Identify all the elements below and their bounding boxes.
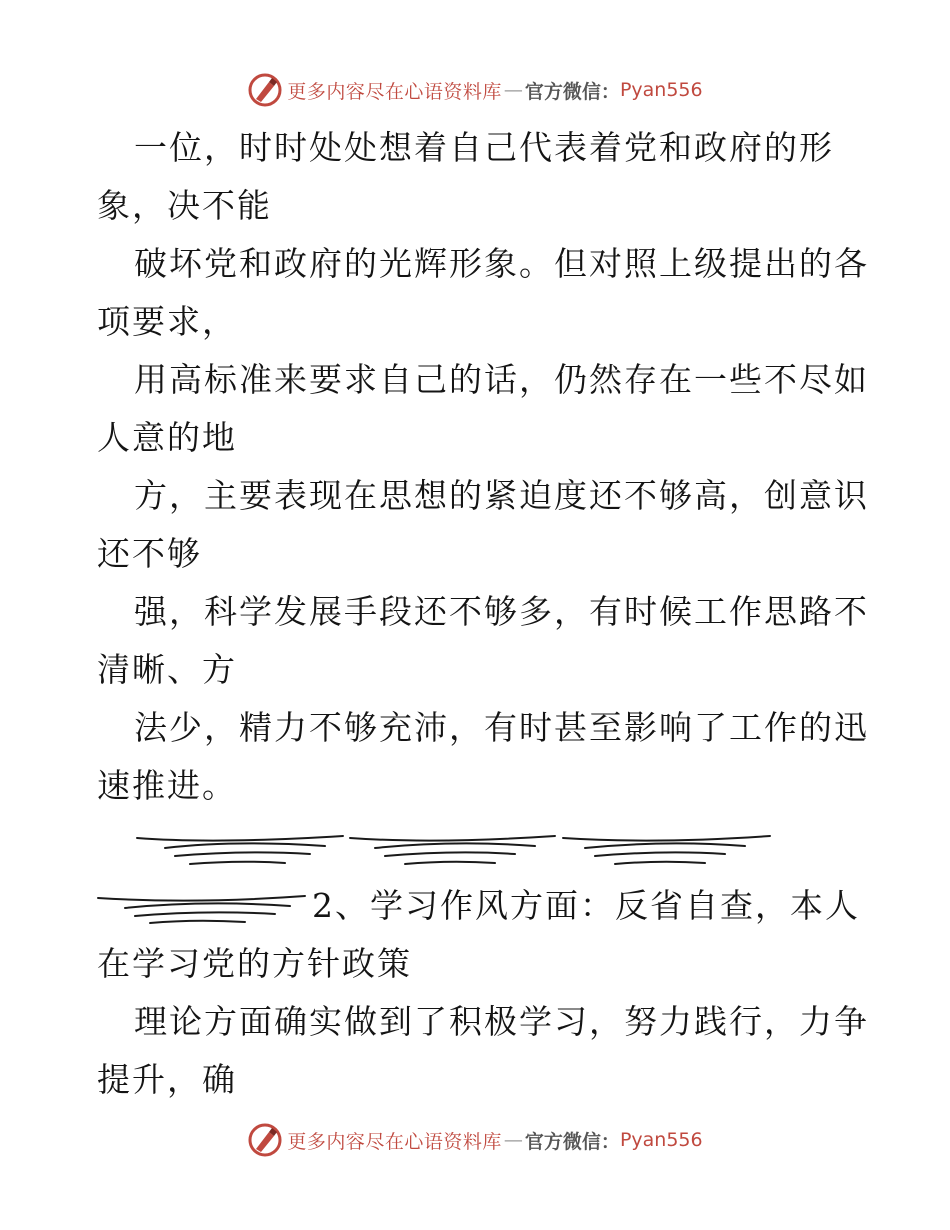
watermark-footer [0,1120,950,1160]
body-line: 方，主要表现在思想的紧迫度还不够高，创意识 [134,476,869,515]
watermark-text: 更多内容尽在心语资料库 [287,80,502,103]
body-line: 提升，确 [97,1060,237,1099]
pen-seal-icon [247,72,283,108]
body-line: 象，决不能 [97,186,272,225]
body-line: 人意的地 [97,418,237,457]
body-line: 一位，时时处处想着自己代表着党和政府的形 [134,128,834,167]
body-line: 理论方面确实做到了积极学习，努力践行，力争 [134,1002,869,1041]
watermark-header [0,70,950,110]
body-line: 清晰、方 [97,650,237,689]
body-line: 强，科学发展手段还不够多，有时候工作思路不 [134,592,869,631]
watermark-wechat-label: 官方微信： [524,1130,620,1153]
body-line: 用高标准来要求自己的话，仍然存在一些不尽如 [134,360,869,399]
body-line: 破坏党和政府的光辉形象。但对照上级提出的各 [134,244,869,283]
watermark-wechat-label: 官方微信： [524,80,620,103]
watermark-text: 更多内容尽在心语资料库 [287,1130,502,1153]
body-line: 在学习党的方针政策 [97,944,412,983]
body-line: 速推进。 [97,766,237,805]
body-line: 2、学习作风方面：反省自查，本人 [312,886,860,925]
watermark-wechat-id: Pyan556 [619,79,703,101]
body-line: 项要求， [97,302,237,341]
body-line: 法少，精力不够充沛，有时甚至影响了工作的迅 [134,708,869,747]
watermark-wechat-id: Pyan556 [619,1129,703,1151]
pen-seal-icon [247,1122,283,1158]
watermark-dash: — [503,1129,523,1151]
watermark-dash: — [503,79,523,101]
body-line: 还不够 [97,534,202,573]
